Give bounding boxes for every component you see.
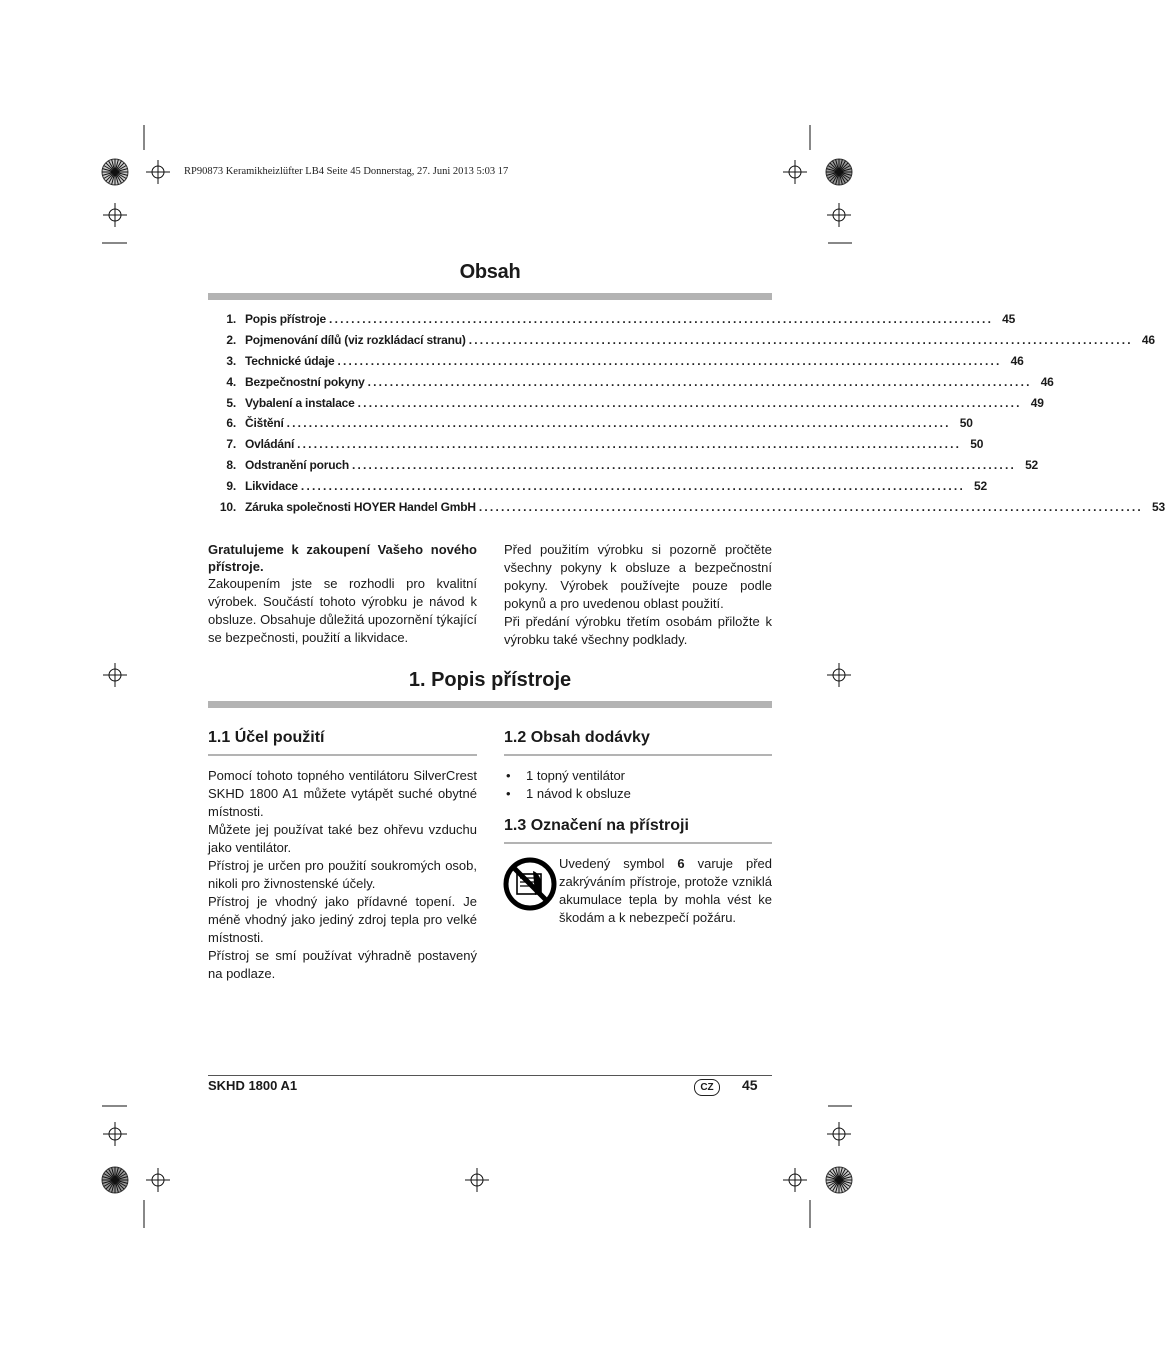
footer-rule: [208, 1075, 772, 1076]
symbol-warning-text: [559, 855, 772, 927]
do-not-cover-icon: [503, 857, 557, 911]
toc-entry-number: 3.: [226, 353, 236, 368]
toc-entry: [208, 332, 1155, 354]
toc-leader-dots: ........................................................................................................................: [478, 500, 1143, 515]
page-number: 45: [742, 1077, 758, 1093]
toc-entry: [208, 395, 1044, 417]
toc-entry-page: 46: [1010, 353, 1024, 368]
list-item: • 1 návod k obsluze: [504, 785, 772, 803]
section-1-3-title: 1.3 Označení na přístroji: [504, 817, 689, 834]
toc-entry-page: 50: [959, 416, 973, 431]
toc-entry: [208, 416, 973, 437]
toc-title: Obsah: [459, 261, 521, 283]
toc-entry-number: 7.: [226, 437, 236, 452]
intro-right-column: [504, 541, 772, 649]
toc-entry-label: Bezpečnostní pokyny: [245, 374, 365, 389]
toc-entry-page: 46: [1040, 374, 1054, 389]
footer-model: SKHD 1800 A1: [208, 1078, 298, 1093]
section-1-rule: [208, 701, 772, 708]
intro-heading: Gratulujeme k zakoupení Vašeho nového přístroje.: [208, 542, 477, 574]
toc-title-rule: [208, 293, 772, 300]
toc-leader-dots: ........................................................................................................................: [297, 437, 962, 452]
toc-entry-number: 8.: [226, 458, 236, 473]
toc-entry-label: Ovládání: [245, 437, 295, 452]
toc-entry-number: 9.: [226, 479, 236, 494]
intro-left-text: Zakoupením jste se rozhodli pro kvalitní výrobek. Součástí tohoto výrobku je návod k obsluze. Obsahuje důležitá upozornění týkající se bezpečnosti, použití a likvidace.: [208, 576, 477, 645]
toc-leader-dots: ........................................................................................................................: [300, 479, 965, 494]
toc-entry-page: 49: [1030, 395, 1044, 410]
delivery-contents-list: [504, 767, 772, 803]
toc-leader-dots: ........................................................................................................................: [468, 332, 1133, 347]
section-1-1-rule: [208, 754, 477, 756]
table-of-contents: [208, 312, 1165, 521]
section-1-1-paragraph: Přístroj je určen pro použití soukromých osob, nikoli pro živnostenské účely.: [208, 858, 477, 891]
toc-entry-number: 5.: [226, 395, 236, 410]
section-1-2-rule: [504, 754, 772, 756]
toc-leader-dots: ........................................................................................................................: [286, 416, 951, 431]
toc-entry-label: Pojmenování dílů (viz rozkládací stranu): [245, 332, 466, 347]
section-1-1-title: 1.1 Účel použití: [208, 729, 325, 746]
list-item: • 1 topný ventilátor: [504, 767, 772, 785]
toc-leader-dots: ........................................................................................................................: [351, 458, 1017, 473]
section-1-1-paragraph: Pomocí tohoto topného ventilátoru SilverCrest SKHD 1800 A1 můžete vytápět suché obytné místnosti.: [208, 768, 477, 819]
toc-leader-dots: ........................................................................................................................: [367, 374, 1032, 389]
toc-leader-dots: ........................................................................................................................: [337, 353, 1002, 368]
intro-right-paragraph-2: Při předání výrobku třetím osobám přiložte k výrobku také všechny podklady.: [504, 614, 772, 647]
toc-entry-number: 4.: [226, 374, 236, 389]
toc-entry-page: 45: [1002, 312, 1016, 326]
toc-entry-page: 50: [970, 437, 984, 452]
toc-entry-number: 6.: [226, 416, 236, 431]
toc-entry-label: Záruka společnosti HOYER Handel GmbH: [245, 500, 476, 515]
section-1-1-paragraph: Přístroj se smí používat výhradně postavený na podlaze.: [208, 948, 477, 981]
toc-entry-label: Popis přístroje: [245, 312, 327, 326]
section-1-title: 1. Popis přístroje: [408, 669, 572, 691]
section-1-1-paragraph: Můžete jej používat také bez ohřevu vzduchu jako ventilátor.: [208, 822, 477, 855]
section-1-1-body: [208, 767, 477, 983]
toc-entry-number: 10.: [219, 500, 236, 515]
toc-entry: [208, 458, 1039, 479]
toc-entry: [208, 374, 1054, 396]
section-1-1-paragraph: Přístroj je vhodný jako přídavné topení. Je méně vhodný jako jediný zdroj tepla pro velké místnosti.: [208, 894, 477, 945]
symbol-text-before: Uvedený symbol: [559, 856, 678, 871]
toc-leader-dots: ........................................................................................................................: [329, 312, 994, 326]
toc-leader-dots: ........................................................................................................................: [357, 395, 1022, 410]
intro-left-column: [208, 541, 477, 647]
intro-right-paragraph-1: Před použitím výrobku si pozorně pročtěte všechny pokyny k obsluze a bezpečnostní pokyny. Výrobek používejte pouze podle pokynů a pro uvedenou oblast použití.: [504, 542, 772, 611]
toc-entry: [208, 437, 984, 458]
toc-entry-label: Technické údaje: [245, 353, 335, 368]
section-1-2-title: 1.2 Obsah dodávky: [504, 729, 650, 746]
symbol-text-after: varuje před zakrýváním přístroje, protože vzniklá akumulace tepla by mohla vést ke škodám a k nebezpečí požáru.: [559, 856, 772, 925]
toc-entry-number: 1.: [226, 312, 236, 326]
toc-entry-label: Likvidace: [245, 479, 298, 494]
toc-entry: [208, 500, 1165, 521]
toc-entry-label: Odstranění poruch: [245, 458, 349, 473]
toc-entry-page: 53: [1151, 500, 1165, 515]
toc-entry: [208, 353, 1024, 375]
symbol-number: 6: [677, 856, 685, 871]
toc-entry-label: Vybalení a instalace: [245, 395, 355, 410]
toc-entry-page: 52: [1025, 458, 1039, 473]
toc-entry-label: Čištění: [245, 416, 284, 431]
print-slug: RP90873 Keramikheizlüfter LB4 Seite 45 Donnerstag, 27. Juni 2013 5:03 17: [184, 166, 509, 177]
section-1-3-rule: [504, 842, 772, 844]
toc-entry-page: 52: [974, 479, 987, 494]
toc-entry-number: 2.: [226, 332, 236, 347]
toc-entry-page: 46: [1141, 332, 1155, 347]
toc-entry: [208, 479, 987, 500]
language-badge: CZ: [694, 1079, 720, 1096]
toc-entry: [208, 312, 1016, 333]
